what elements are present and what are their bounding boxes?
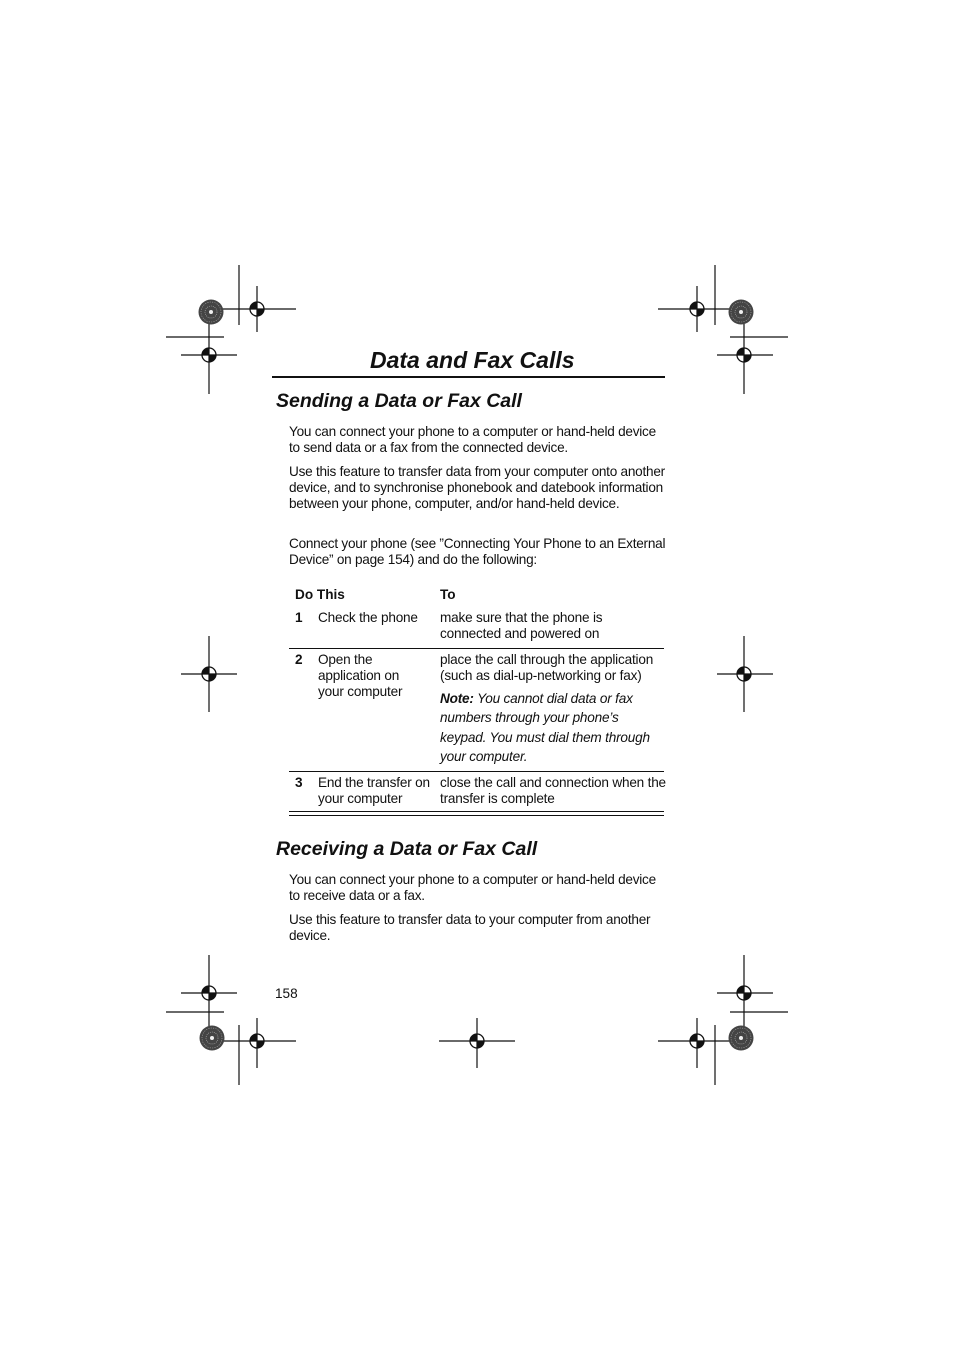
section-title-receiving: Receiving a Data or Fax Call	[276, 838, 538, 860]
table-bottom-rule	[289, 815, 664, 816]
table-header-do-this: Do This	[295, 587, 345, 602]
note-text: You cannot dial data or fax numbers through your phone’s keypad. You must dial them through your computer.	[440, 691, 650, 764]
step-number: 3	[295, 775, 303, 790]
table-row-divider	[289, 648, 664, 649]
note-label: Note:	[440, 691, 474, 706]
chapter-title: Data and Fax Calls	[370, 347, 575, 373]
step-result: make sure that the phone is connected and powered on	[440, 610, 603, 641]
table-header-to: To	[440, 587, 456, 602]
step-result: place the call through the application (such as dial-up-networking or fax)	[440, 652, 654, 683]
step-number: 2	[295, 652, 303, 667]
step-note	[440, 689, 668, 766]
step-result: close the call and connection when the transfer is complete	[440, 775, 666, 806]
table-bottom-rule	[289, 811, 664, 812]
section-title-sending: Sending a Data or Fax Call	[276, 390, 522, 412]
receiving-paragraph-1: You can connect your phone to a computer or hand-held device to receive data or a fax.	[289, 872, 656, 903]
page-number: 158	[275, 986, 298, 1001]
sending-paragraph-3: Connect your phone (see ”Connecting Your Phone to an External Device” on page 154) and do the following:	[289, 536, 666, 567]
step-number: 1	[295, 610, 303, 625]
sending-paragraph-1: You can connect your phone to a computer or hand-held device to send data or a fax from the connected device.	[289, 424, 656, 455]
step-action: Open the application on your computer	[318, 652, 403, 699]
sending-paragraph-2: Use this feature to transfer data from your computer onto another device, and to synchronise phonebook and datebook information between your phone, computer, and/or hand-held device.	[289, 464, 665, 511]
step-action: Check the phone	[318, 610, 418, 625]
step-action: End the transfer on your computer	[318, 775, 430, 806]
chapter-title-rule	[272, 376, 665, 378]
receiving-paragraph-2: Use this feature to transfer data to your computer from another device.	[289, 912, 651, 943]
table-row-divider	[289, 771, 664, 772]
